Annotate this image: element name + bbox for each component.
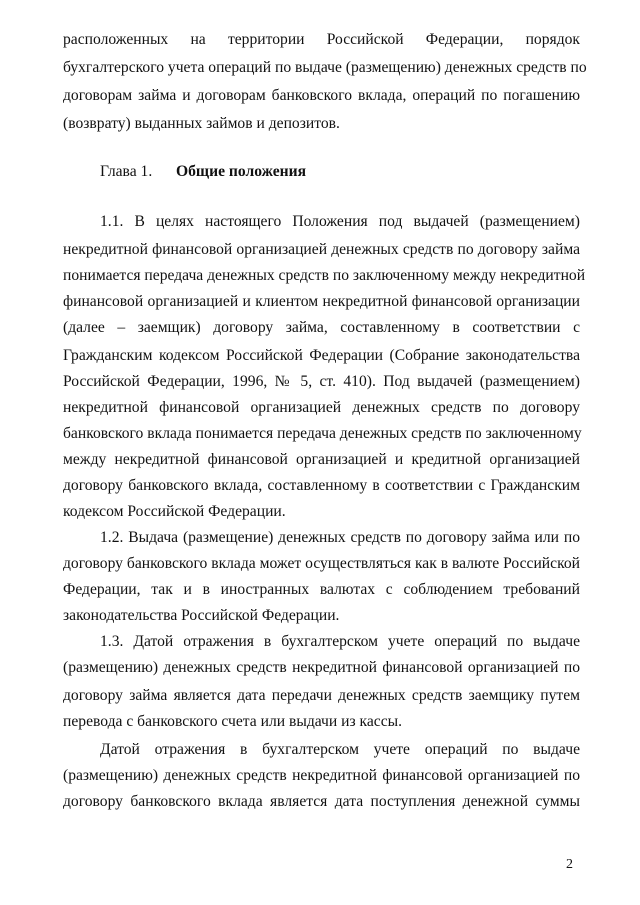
- paragraph-1-3-line: перевода с банковского счета или выдачи из кассы.: [63, 713, 403, 730]
- paragraph-1-1-line: финансовой организацией и клиентом некредитной финансовой организации: [63, 293, 580, 310]
- paragraph-1-3-line: (размещению) денежных средств некредитной финансовой организацией по: [63, 659, 580, 676]
- paragraph-1-1-line: банковского вклада понимается передача денежных средств по заключенному: [63, 425, 582, 442]
- paragraph-1-1-line: некредитной финансовой организацией денежных средств по договору: [63, 399, 580, 416]
- paragraph-1-1-line: (далее – заемщик) договору займа, составленному в соответствии с: [63, 319, 580, 336]
- paragraph-1-1-line: 1.1. В целях настоящего Положения под выдачей (размещением): [100, 213, 580, 230]
- paragraph-1-1-line: понимается передача денежных средств по заключенному между некредитной: [63, 267, 586, 284]
- paragraph-1-1-line: некредитной финансовой организацией денежных средств по договору займа: [63, 241, 580, 258]
- paragraph-1-3-cont-line: (размещению) денежных средств некредитной финансовой организацией по: [63, 767, 580, 784]
- paragraph-1-2-line: договору банковского вклада может осуществляться как в валюте Российской: [63, 555, 580, 572]
- paragraph-1-1-line: Российской Федерации, 1996, № 5, ст. 410). Под выдачей (размещением): [63, 373, 580, 390]
- intro-line: договорам займа и договорам банковского вклада, операций по погашению: [63, 87, 580, 104]
- paragraph-1-2-line: законодательства Российской Федерации.: [63, 607, 340, 624]
- paragraph-1-1-line: кодексом Российской Федерации.: [63, 503, 286, 520]
- intro-line: (возврату) выданных займов и депозитов.: [63, 115, 340, 132]
- paragraph-1-3-cont-line: Датой отражения в бухгалтерском учете операций по выдаче: [100, 741, 580, 758]
- intro-line: бухгалтерского учета операций по выдаче (размещению) денежных средств по: [63, 59, 587, 76]
- chapter-heading: [100, 162, 306, 182]
- paragraph-1-1-line: Гражданским кодексом Российской Федерации (Собрание законодательства: [63, 347, 580, 364]
- paragraph-1-3-line: 1.3. Датой отражения в бухгалтерском учете операций по выдаче: [100, 633, 580, 650]
- paragraph-1-3-line: договору займа является дата передачи денежных средств заемщику путем: [63, 687, 580, 704]
- paragraph-1-3-cont-line: договору банковского вклада является дата поступления денежной суммы: [63, 793, 580, 810]
- paragraph-1-1-line: договору банковского вклада, составленному в соответствии с Гражданским: [63, 477, 580, 494]
- paragraph-1-1-line: между некредитной финансовой организацией и кредитной организацией: [63, 451, 580, 468]
- intro-line: расположенных на территории Российской Федерации, порядок: [63, 31, 580, 48]
- chapter-number: Глава 1.: [100, 163, 153, 180]
- page-number: 2: [566, 857, 573, 872]
- paragraph-1-2-line: Федерации, так и в иностранных валютах с соблюдением требований: [63, 581, 580, 598]
- paragraph-1-2-line: 1.2. Выдача (размещение) денежных средств по договору займа или по: [100, 529, 580, 546]
- chapter-title: Общие положения: [176, 163, 307, 180]
